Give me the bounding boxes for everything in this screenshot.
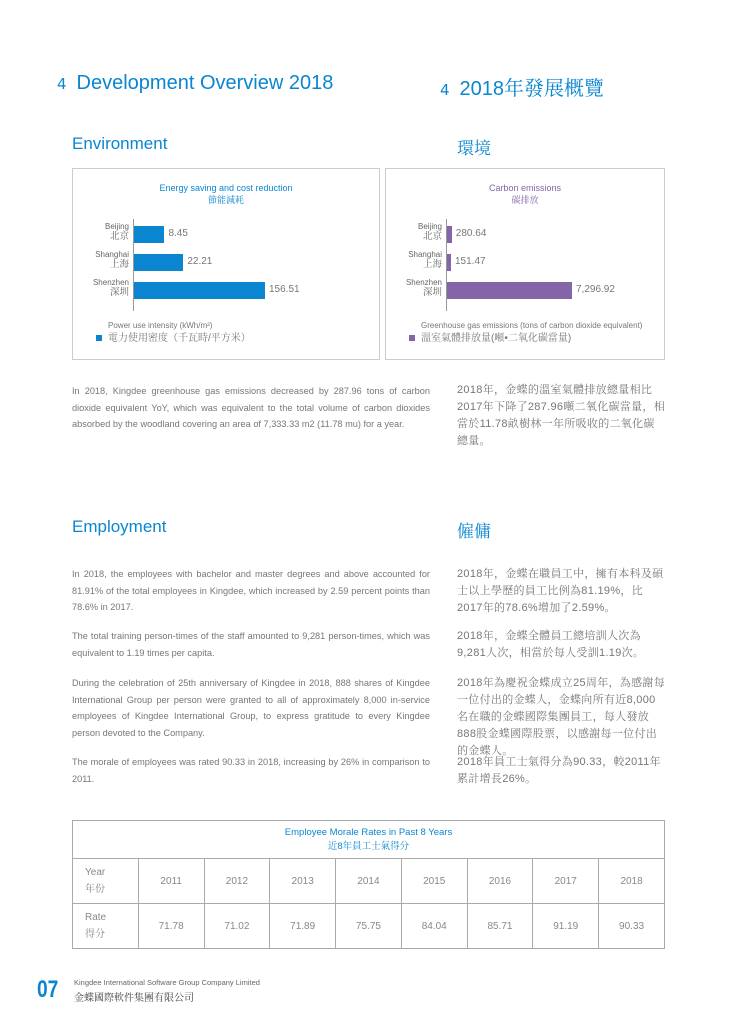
rate-cell: 84.04 — [401, 904, 467, 949]
value-label: 22.21 — [187, 256, 213, 267]
bar — [447, 282, 572, 299]
employment-paragraph-zh-4: 2018年員工士氣得分為90.33，較2011年累計增長26%。 — [457, 756, 661, 785]
year-cell: 2014 — [336, 859, 402, 904]
page-title-en: 4 Development Overview 2018 — [57, 72, 334, 94]
footer-company-en: Kingdee International Software Group Company Limited — [74, 978, 260, 987]
chart-title — [386, 182, 664, 206]
year-cell: 2012 — [204, 859, 270, 904]
morale-table-title: Employee Morale Rates in Past 8 Years 近8年員工士氣得分 — [73, 821, 665, 859]
rate-cell: 71.78 — [138, 904, 204, 949]
employment-paragraph-4: The morale of employees was rated 90.33 in 2018, increasing by 26% in comparison to 2011. — [72, 757, 430, 784]
legend-en: Power use intensity (kWh/m²) — [108, 321, 213, 330]
year-cell: 2011 — [138, 859, 204, 904]
value-label: 8.45 — [168, 228, 188, 239]
employment-paragraph-zh-2: 2018年，金蝶全體員工總培訓人次為9,281人次，相當於每人受訓1.19次。 — [457, 630, 645, 659]
category-label — [73, 250, 129, 270]
legend-zh: 溫室氣體排放量(噸•二氧化碳當量) — [421, 333, 572, 344]
page-number: 07 — [37, 976, 59, 1003]
employment-paragraph-3: During the celebration of 25th anniversary of Kingdee in 2018, 888 shares of Kingdee International Group per person were granted to all of approximately 8,000 in-service employees of Kingdee International Group, to express gratitude to every Kingdee person devoted to the Company. — [72, 678, 430, 738]
carbon-chart — [385, 168, 665, 360]
employment-paragraph-zh-1: 2018年，金蝶在職員工中，擁有本科及碩士以上學歷的員工比例為81.19%，比2017年的78.6%增加了2.59%。 — [457, 568, 664, 614]
legend-en: Greenhouse gas emissions (tons of carbon dioxide equivalent) — [421, 321, 643, 330]
bar — [134, 254, 183, 271]
category-label — [386, 222, 442, 242]
bar — [134, 226, 164, 243]
category-en: Beijing — [417, 222, 442, 231]
environment-heading: Environment — [72, 134, 168, 153]
rate-cell: 71.89 — [270, 904, 336, 949]
category-zh: 上海 — [109, 259, 129, 270]
environment-paragraph: In 2018, Kingdee greenhouse gas emissions decreased by 287.96 tons of carbon dioxide equivalent YoY, which was equivalent to the total volume of carbon dioxides absorbed by the woodland covering an area of 7,333.33 m2 (11.78 mu) for a year. — [72, 386, 430, 429]
morale-table — [72, 820, 665, 949]
employment-paragraph-zh-3: 2018年為慶祝金蝶成立25周年，為感謝每一位付出的金蝶人，金蝶向所有近8,000名在職的金蝶國際集團員工，每人發放888股金蝶國際股票，以感謝每一位付出的金蝶人。 — [457, 677, 666, 757]
employment-heading: Employment — [72, 517, 167, 536]
legend-swatch — [409, 335, 415, 341]
chart-title-en: Carbon emissions — [488, 183, 562, 193]
environment-heading-zh: 環境 — [457, 139, 491, 158]
chart-title-en: Energy saving and cost reduction — [159, 183, 293, 193]
year-cell: 2015 — [401, 859, 467, 904]
footer-company-zh: 金蝶國際軟件集團有限公司 — [74, 993, 194, 1004]
value-label: 156.51 — [269, 284, 300, 295]
legend-zh: 電力使用密度（千瓦時/平方米） — [108, 333, 251, 344]
page-title-zh: 4 2018年發展概覽 — [440, 78, 605, 100]
bar — [447, 226, 452, 243]
value-label: 7,296.92 — [576, 284, 615, 295]
rate-cell: 75.75 — [336, 904, 402, 949]
bar — [134, 282, 265, 299]
employment-paragraph-2: The total training person-times of the staff amounted to 9,281 person-times, which was equivalent to 1.19 times per capita. — [72, 631, 430, 658]
rate-label: Rate 得分 — [73, 904, 139, 949]
rate-cell: 91.19 — [533, 904, 599, 949]
energy-chart — [72, 168, 380, 360]
category-zh: 深圳 — [109, 287, 129, 298]
environment-paragraph-zh: 2018年，金蝶的溫室氣體排放總量相比2017年下降了287.96噸二氧化碳當量，相當於11.78畝樹林一年所吸收的二氧化碳總量。 — [457, 384, 666, 447]
category-zh: 北京 — [422, 231, 442, 242]
category-en: Shanghai — [95, 250, 129, 259]
year-cell: 2018 — [599, 859, 665, 904]
category-en: Shenzhen — [92, 278, 129, 287]
year-cell: 2013 — [270, 859, 336, 904]
category-label — [73, 278, 129, 298]
rate-cell: 71.02 — [204, 904, 270, 949]
employment-heading-zh: 僱傭 — [457, 522, 491, 541]
category-label — [386, 278, 442, 298]
value-label: 151.47 — [455, 256, 486, 267]
category-zh: 深圳 — [422, 287, 442, 298]
category-zh: 上海 — [422, 259, 442, 270]
bar — [447, 254, 451, 271]
chart-title — [73, 182, 379, 206]
chart-title-zh: 碳排放 — [511, 195, 539, 205]
year-cell: 2016 — [467, 859, 533, 904]
chart-legend — [108, 319, 251, 345]
category-en: Shanghai — [408, 250, 442, 259]
chart-title-zh: 節能減耗 — [207, 195, 244, 205]
category-en: Shenzhen — [405, 278, 442, 287]
legend-swatch — [96, 335, 102, 341]
year-cell: 2017 — [533, 859, 599, 904]
category-zh: 北京 — [109, 231, 129, 242]
category-label — [73, 222, 129, 242]
value-label: 280.64 — [455, 228, 487, 239]
category-label — [386, 250, 442, 270]
category-en: Beijing — [104, 222, 129, 231]
year-label: Year 年份 — [73, 859, 139, 904]
rate-cell: 85.71 — [467, 904, 533, 949]
chart-legend — [421, 319, 642, 345]
employment-paragraph-1: In 2018, the employees with bachelor and master degrees and above accounted for 81.91% of the total employees in Kingdee, which increased by 2.59 percent points than 78.6% in 2017. — [72, 569, 430, 612]
rate-cell: 90.33 — [599, 904, 665, 949]
